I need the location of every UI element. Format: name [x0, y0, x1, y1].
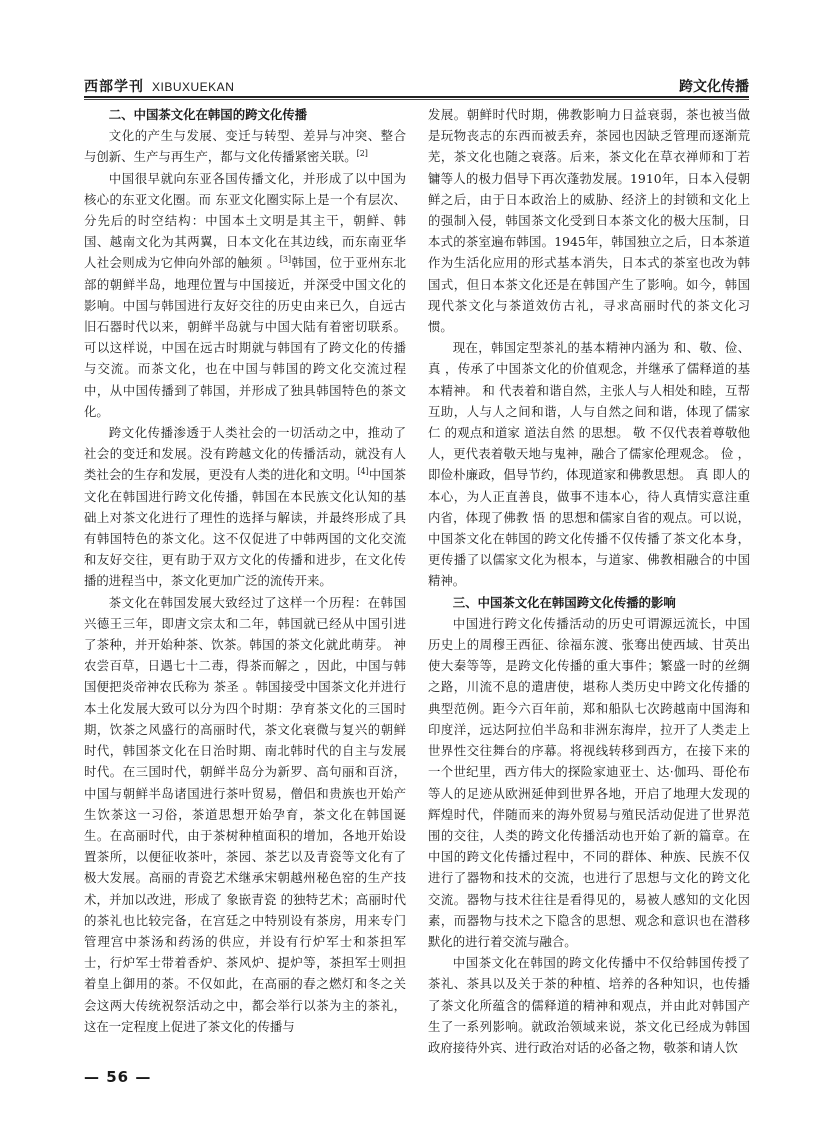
paragraph: 文化的产生与发展、变迁与转型、差异与冲突、整合与创新、生产与再生产，都与文化传播紧密关联。[2] [84, 128, 406, 165]
citation-ref: [2] [356, 149, 368, 159]
header-divider [84, 96, 749, 98]
journal-name-en: XIBUXUEKAN [152, 80, 235, 94]
page-header [84, 74, 749, 96]
section-title-3: 三、中国茶文化在韩国跨文化传播的影响 [452, 594, 676, 610]
section-name: 跨文化传播 [679, 79, 749, 95]
citation-ref: [4] [357, 467, 369, 477]
left-column [84, 104, 406, 1037]
journal-name-cn: 西部学刊 [84, 79, 144, 95]
section-title-2: 二、中国茶文化在韩国的跨文化传播 [108, 107, 308, 122]
right-column [428, 104, 750, 1058]
paragraph: 跨文化传播渗透于人类社会的一切活动之中，推动了社会的变迁和发展。没有跨越文化的传播活动，就没有人类社会的生存和发展，更没有人类的进化和文明。[4]中国茶文化在韩国进行跨文化传播，韩国在本民族文化认知的基础上对茶文化进行了理性的选择与解读，并最终形成了具有韩国特色的茶文化。这不仅促进了中韩两国的文化交流和友好交往，更有助于双方文化的传播和进步，在文化传播的进程当中，茶文化更加广泛的流传开来。 [84, 425, 407, 589]
paragraph: 现在，韩国定型茶礼的基本精神内涵为 和、敬、俭、真 ，传承了中国茶文化的价值观念，并继承了儒释道的基本精神。 和 代表着和谐自然，主张人与人相处和睦，互帮互助，人与人之间和谐，人与自然之间和谐，体现了儒家 仁 的观点和道家 道法自然 的思想。 敬 不仅代表着尊敬他人，更代表着敬天地与鬼神，融合了儒家伦理观念。 俭 ，即俭朴廉政，倡导节约，体现道家和佛教思想。 真 即人的本心，为人正直善良，做事不违本心，待人真情实意注重内省，体现了佛教 悟 的思想和儒家自省的观点。可以说，中国茶文化在韩国的跨文化传播不仅传播了茶文化本身，更传播了以儒家文化为根本，与道家、佛教相融合的中国精神。 [428, 340, 750, 589]
paragraph: 中国很早就向东亚各国传播文化，并形成了以中国为核心的东亚文化圈。而 东亚文化圈实际上是一个有层次、分先后的时空结构：中国本土文明是其主干，朝鲜、韩国、越南文化为其两翼，日本文化在其边线，而东南亚华人社会则成为它伸向外部的触须 。[3]韩国，位于亚州东北部的朝鲜半岛，地理位置与中国接近，并深受中国文化的影响。中国与韩国进行友好交往的历史由来已久，自远古旧石器时代以来，朝鲜半岛就与中国大陆有着密切联系。可以这样说，中国在远古时期就与韩国有了跨文化的传播与交流。而茶文化，也在中国与韩国的跨文化交流过程中，从中国传播到了韩国，并形成了独具韩国特色的茶文化。 [84, 170, 406, 419]
journal-name [84, 76, 234, 96]
paragraph: 茶文化在韩国发展大致经过了这样一个历程：在韩国兴德王三年，即唐文宗太和二年，韩国就已经从中国引进了茶种，并开始种茶、饮茶。韩国的茶文化就此萌芽。 神农尝百草，日遇七十二毒，得茶而解之 ，因此，中国与韩国便把炎帝神农氏称为 茶圣 。韩国接受中国茶文化并进行本土化发展大致可以分为四个时期：孕育茶文化的三国时期，饮茶之风盛行的高丽时代，茶文化衰微与复兴的朝鲜时代，韩国茶文化在日治时期、南北韩时代的自主与发展时代。在三国时代，朝鲜半岛分为新罗、高句丽和百济，中国与朝鲜半岛诸国进行茶叶贸易，僧侣和贵族也开始产生饮茶这一习俗，茶道思想开始孕育，茶文化在韩国诞生。在高丽时代，由于茶树种植面积的增加，各地开始设置茶所，以便征收茶叶，茶园、茶艺以及青瓷等文化有了极大发展。高丽的青瓷艺术继承宋朝越州秘色窑的生产技术，并加以改进，形成了 象嵌青瓷 的独特艺术；高丽时代的茶礼也比较完备，在宫廷之中特别设有茶房，用来专门管理宫中茶汤和药汤的供应，并设有行炉军士和茶担军士，行炉军士带着香炉、茶风炉、提炉等，茶担军士则担着皇上御用的茶。不仅如此，在高丽的春之燃灯和冬之关会这两大传统祝祭活动之中，都会举行以茶为主的茶礼，这在一定程度上促进了茶文化的传播与 [84, 594, 406, 1034]
page-number: — 56 — [84, 1068, 152, 1086]
header-divider-thin [84, 99, 749, 100]
citation-ref: [3] [279, 255, 292, 265]
paragraph: 中国茶文化在韩国的跨文化传播中不仅给韩国传授了茶礼、茶具以及关于茶的种植、培养的各种知识，也传播了茶文化所蕴含的儒释道的精神和观点，并由此对韩国产生了一系列影响。就政治领域来说，茶文化已经成为韩国政府接待外宾、进行政治对话的必备之物，敬茶和请人饮 [428, 955, 750, 1055]
paragraph: 中国进行跨文化传播活动的历史可谓源远流长，中国历史上的周穆王西征、徐福东渡、张骞出使西域、甘英出使大秦等等，是跨文化传播的重大事件；繁盛一时的丝绸之路，川流不息的遣唐使，堪称人类历史中跨文化传播的典型范例。距今六百年前，郑和船队七次跨越南中国海和印度洋，远达阿拉伯半岛和非洲东海岸，拉开了人类走上世界性交往舞台的序幕。将视线转移到西方，在接下来的一个世纪里，西方伟大的探险家迪亚士、达·伽玛、哥伦布等人的足迹从欧洲延伸到世界各地，开启了地理大发现的辉煌时代，伴随而来的海外贸易与殖民活动促进了世界范围的交往，人类的跨文化传播活动也开始了新的篇章。在中国的跨文化传播过程中，不同的群体、种族、民族不仅进行了器物和技术的交流，也进行了思想与文化的跨文化交流。器物与技术往往是看得见的，易被人感知的文化因素，而器物与技术之下隐含的思想、观念和意识也在潜移默化的进行着交流与融合。 [428, 615, 750, 949]
paragraph-continued: 发展。朝鲜时代时期，佛教影响力日益衰弱，茶也被当做是玩物丧志的东西而被丢弃，茶园也因缺乏管理而逐渐荒芜，茶文化也随之衰落。后来，茶文化在草衣禅师和丁若镛等人的极力倡导下再次蓬勃发展。1910年，日本入侵朝鲜之后，由于日本政治上的威胁、经济上的封锁和文化上的强制入侵，韩国茶文化受到日本茶文化的极大压制，日本式的茶室遍布韩国。1945年，韩国独立之后，日本茶道作为生活化应用的形式基本消失，日本式的茶室也改为韩国式，但日本茶文化还是在韩国产生了影响。如今，韩国现代茶文化与茶道效仿古礼，寻求高丽时代的茶文化习惯。 [428, 107, 750, 335]
